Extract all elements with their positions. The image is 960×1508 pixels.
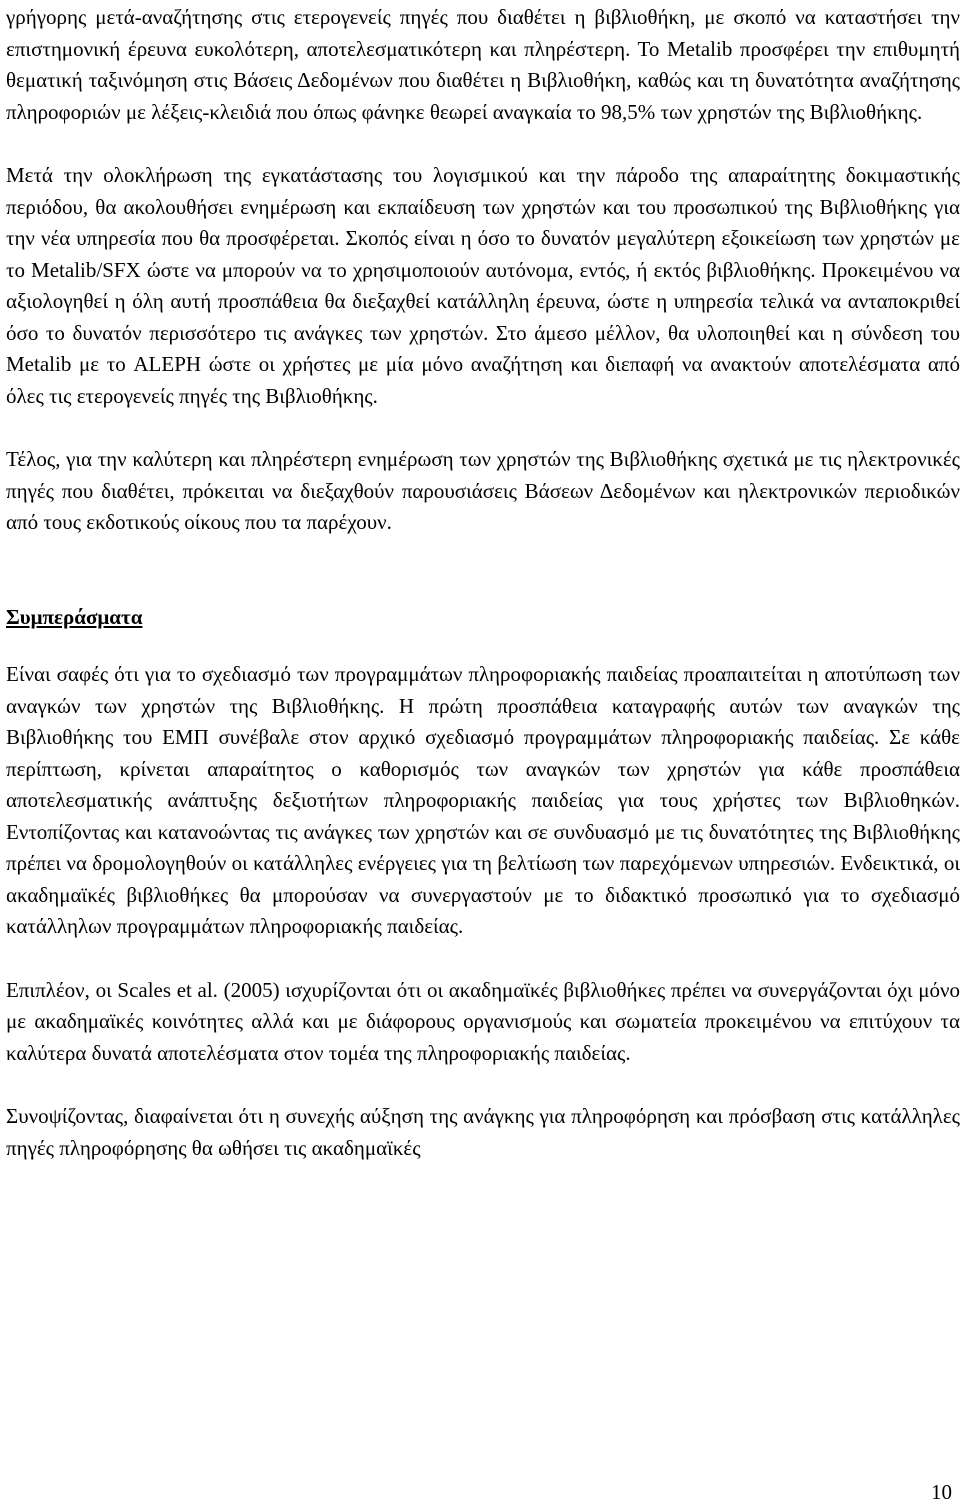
paragraph-presentations: Τέλος, για την καλύτερη και πληρέστερη ενημέρωση των χρηστών της Βιβλιοθήκης σχετικά με τις ηλεκτρονικές πηγές που διαθέτει, πρόκειται να διεξαχθούν παρουσιάσεις Βάσεων Δεδομένων και ηλεκτρονικών περιοδικών από τους εκδοτικούς οίκους που τα παρέχουν.: [6, 447, 960, 534]
paragraph-conclusions-2: Επιπλέον, οι Scales et al. (2005) ισχυρίζονται ότι οι ακαδημαϊκές βιβλιοθήκες πρέπει να συνεργάζονται όχι μόνο με ακαδημαϊκές κοινότητες αλλά και με διάφορους οργανισμούς και σωματεία προκειμένου να επιτύχουν τα καλύτερα δυνατά αποτελέσματα στον τομέα της πληροφοριακής παιδείας.: [6, 977, 960, 1065]
page-number: 10: [931, 1480, 952, 1504]
paragraph-metalib-intro: γρήγορης μετά-αναζήτησης στις ετερογενείς πηγές που διαθέτει η βιβλιοθήκη, με σκοπό να καταστήσει την επιστημονική έρευνα ευκολότερη, αποτελεσματικότερη και πληρέστερη. Το Metalib προσφέρει την επιθυμητή θεματική ταξινόμηση στις Βάσεις Δεδομένων που διαθέτει η Βιβλιοθήκη, καθώς και τη δυνατότητα αναζήτησης πληροφοριών με λέξεις-κλειδιά που όπως φάνηκε θεωρεί αναγκαία το 98,5% των χρηστών της Βιβλιοθήκης.: [6, 5, 960, 124]
section-heading-conclusions: Συμπεράσματα: [6, 604, 143, 629]
document-page: [6, 0, 960, 1164]
paragraph-conclusions-3: Συνοψίζοντας, διαφαίνεται ότι η συνεχής αύξηση της ανάγκης για πληροφόρηση και πρόσβαση στις κατάλληλες πηγές πληροφόρησης θα ωθήσει τις ακαδημαϊκές: [6, 1104, 960, 1160]
paragraph-conclusions-1: Είναι σαφές ότι για το σχεδιασμό των προγραμμάτων πληροφοριακής παιδείας προαπαιτείται η αποτύπωση των αναγκών των χρηστών της Βιβλιοθήκης. Η πρώτη προσπάθεια καταγραφής αυτών των αναγκών της Βιβλιοθήκης του ΕΜΠ συνέβαλε στον αρχικό σχεδιασμό προγραμμάτων πληροφοριακής παιδείας. Σε κάθε περίπτωση, κρίνεται απαραίτητος ο καθορισμός των αναγκών των χρηστών για κάθε προσπάθεια αποτελεσματικής ανάπτυξης δεξιοτήτων πληροφοριακής παιδείας για τους χρήστες των Βιβλιοθηκών. Εντοπίζοντας και κατανοώντας τις ανάγκες των χρηστών και σε συνδυασμό με τις δυνατότητες της Βιβλιοθήκης πρέπει να δρομολογηθούν οι κατάλληλες ενέργειες για τη βελτίωση των παρεχόμενων υπηρεσιών. Ενδεικτικά, οι ακαδημαϊκές βιβλιοθήκες θα μπορούσαν να συνεργαστούν με το διδακτικό προσωπικό για το σχεδιασμό κατάλληλων προγραμμάτων πληροφοριακής παιδείας.: [6, 662, 960, 938]
paragraph-training: Μετά την ολοκλήρωση της εγκατάστασης του λογισμικού και την πάροδο της απαραίτητης δοκιμαστικής περιόδου, θα ακολουθήσει ενημέρωση και εκπαίδευση των χρηστών και του προσωπικού της Βιβλιοθήκης για την νέα υπηρεσία που θα προσφέρεται. Σκοπός είναι η όσο το δυνατόν μεγαλύτερη εξοικείωση των χρηστών με το Metalib/SFX ώστε να μπορούν να το χρησιμοποιούν αυτόνομα, εντός, ή εκτός βιβλιοθήκης. Προκειμένου να αξιολογηθεί η όλη αυτή προσπάθεια θα διεξαχθεί κατάλληλη έρευνα, ώστε η υπηρεσία τελικά να ανταποκριθεί όσο το δυνατόν περισσότερο τις ανάγκες των χρηστών. Στο άμεσο μέλλον, θα υλοποιηθεί και η σύνδεση του Metalib με το ALEPH ώστε οι χρήστες με μία μόνο αναζήτηση και διεπαφή να ανακτούν αποτελέσματα από όλες τις ετερογενείς πηγές της Βιβλιοθήκης.: [6, 163, 960, 408]
